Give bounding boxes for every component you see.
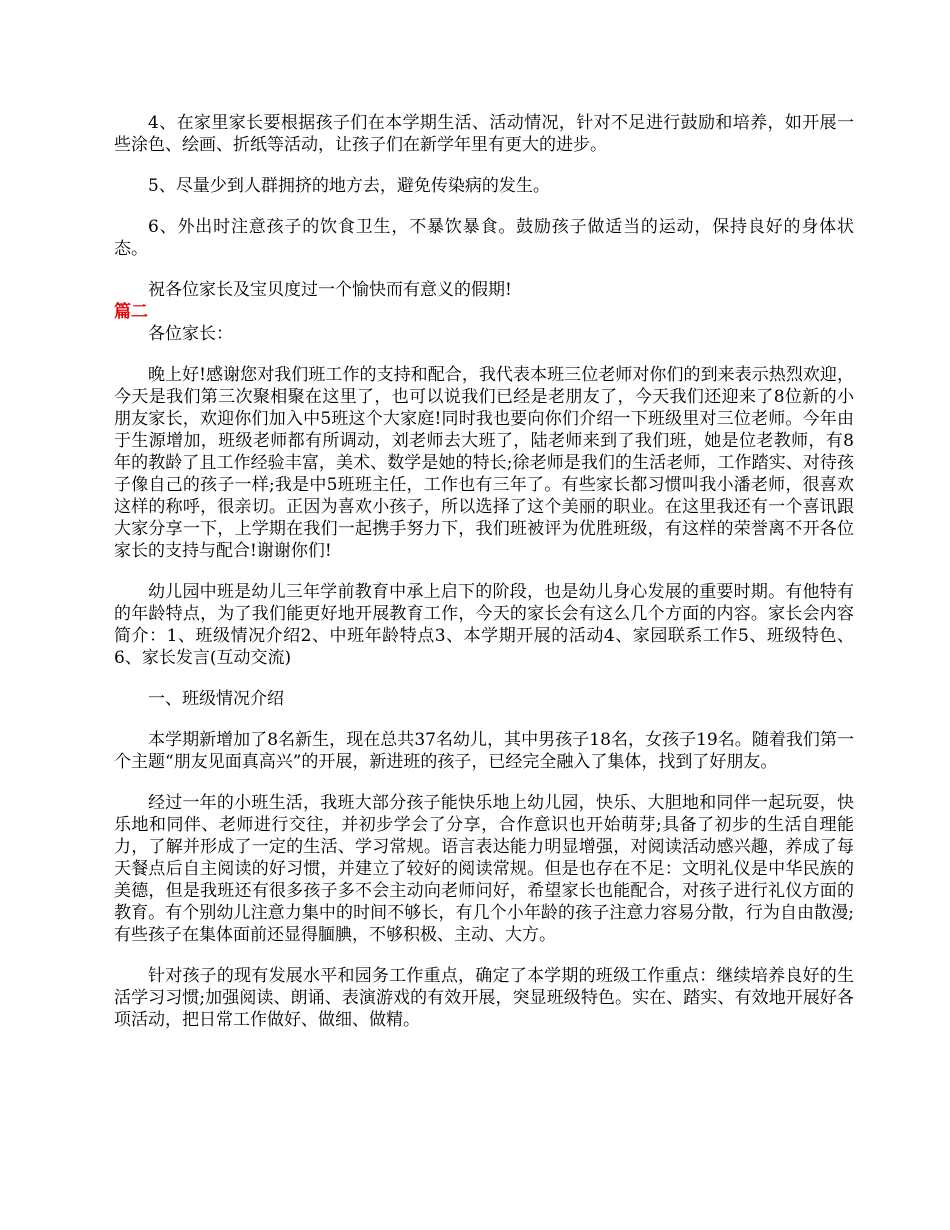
- paragraph-subheading-class-info: 一、班级情况介绍: [148, 689, 284, 709]
- paragraph-salutation: 各位家长：: [148, 324, 233, 344]
- paragraph-tip-6: 6、外出时注意孩子的饮食卫生，不暴饮暴食。鼓励孩子做适当的运动，保持良好的身体状态。: [114, 217, 854, 259]
- paragraph-enrollment: 本学期新增加了8名新生，现在总共37名幼儿，其中男孩子18名，女孩子19名。随着我们第一个主题“朋友见面真高兴”的开展，新进班的孩子，已经完全融入了集体，找到了好朋友。: [114, 730, 854, 772]
- section-heading: 篇二: [114, 302, 148, 322]
- paragraph-tip-5: 5、尽量少到人群拥挤的地方去，避免传染病的发生。: [148, 176, 550, 196]
- paragraph-meeting-overview: 幼儿园中班是幼儿三年学前教育中承上启下的阶段，也是幼儿身心发展的重要时期。有他特有的年龄特点，为了我们能更好地开展教育工作，今天的家长会有这么几个方面的内容。家长会内容简介：1、班级情况介绍2、中班年龄特点3、本学期开展的活动4、家园联系工作5、班级特色、6、家长发言(互动交流): [114, 582, 854, 668]
- paragraph-work-focus: 针对孩子的现有发展水平和园务工作重点，确定了本学期的班级工作重点：继续培养良好的生活学习习惯;加强阅读、朗诵、表演游戏的有效开展，突显班级特色。实在、踏实、有效地开展好各项活动，把日常工作做好、做细、做精。: [114, 966, 854, 1030]
- paragraph-tip-4: 4、在家里家长要根据孩子们在本学期生活、活动情况，针对不足进行鼓励和培养，如开展一些涂色、绘画、折纸等活动，让孩子们在新学年里有更大的进步。: [114, 113, 854, 155]
- paragraph-welcome: 晚上好!感谢您对我们班工作的支持和配合，我代表本班三位老师对你们的到来表示热烈欢迎，今天是我们第三次聚相聚在这里了，也可以说我们已经是老朋友了，今天我们还迎来了8位新的小朋友家长，欢迎你们加入中5班这个大家庭!同时我也要向你们介绍一下班级里对三位老师。今年由于生源增加，班级老师都有所调动，刘老师去大班了，陆老师来到了我们班，她是位老教师，有8年的教龄了且工作经验丰富，美术、数学是她的特长;徐老师是我们的生活老师，工作踏实、对待孩子像自己的孩子一样;我是中5班班主任，工作也有三年了。有些家长都习惯叫我小潘老师，很喜欢这样的称呼，很亲切。正因为喜欢小孩子，所以选择了这个美丽的职业。在这里我还有一个喜讯跟大家分享一下，上学期在我们一起携手努力下，我们班被评为优胜班级，有这样的荣誉离不开各位家长的支持与配合!谢谢你们!: [114, 365, 854, 561]
- paragraph-holiday-wish: 祝各位家长及宝贝度过一个愉快而有意义的假期!: [148, 280, 512, 300]
- paragraph-class-review: 经过一年的小班生活，我班大部分孩子能快乐地上幼儿园，快乐、大胆地和同伴一起玩耍，快乐地和同伴、老师进行交往，并初步学会了分享，合作意识也开始萌芽;具备了初步的生活自理能力，了解并形成了一定的生活、学习常规。语言表达能力明显增强，对阅读活动感兴趣，养成了每天餐点后自主阅读的好习惯，并建立了较好的阅读常规。但是也存在不足：文明礼仪是中华民族的美德，但是我班还有很多孩子多不会主动向老师问好，希望家长也能配合，对孩子进行礼仪方面的教育。有个别幼儿注意力集中的时间不够长，有几个小年龄的孩子注意力容易分散，行为自由散漫;有些孩子在集体面前还显得腼腆，不够积极、主动、大方。: [114, 793, 854, 945]
- document-body: [114, 112, 854, 1050]
